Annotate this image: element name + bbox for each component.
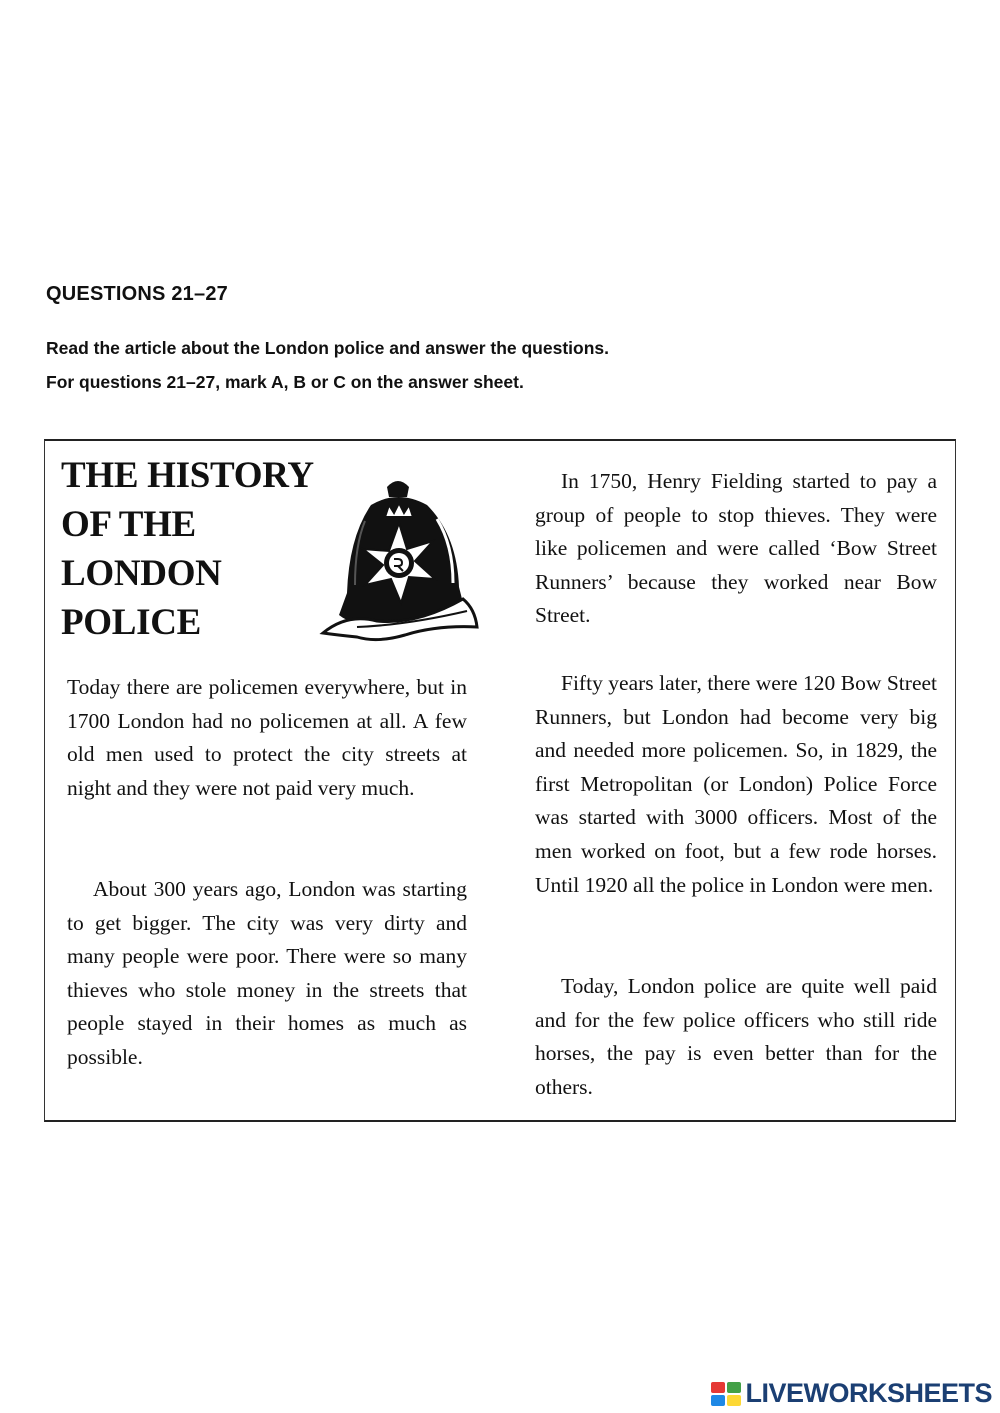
headline-line: POLICE	[61, 602, 202, 643]
article-paragraph-4: Fifty years later, there were 120 Bow Street Runners, but London had become very big and needed more policemen. So, in 1829, the first Metropolitan (or London) Police Force was started with 3000 officers. Most of the men worked on foot, but a few rode horses. Until 1920 all the police in London were men.	[535, 671, 937, 897]
article-paragraph-2: About 300 years ago, London was starting to get bigger. The city was very dirty and many people were poor. There were so many thieves who stole money in the streets that people stayed in their homes as much as possible.	[67, 877, 467, 1069]
police-helmet-icon	[317, 475, 479, 645]
instruction-line-1: Read the article about the London police and answer the questions.	[46, 338, 609, 358]
headline-line: THE HISTORY	[61, 455, 314, 496]
article-paragraph-5: Today, London police are quite well paid and for the few police officers who still ride horses, the pay is even better than for the others.	[535, 974, 937, 1099]
headline-line: LONDON	[61, 553, 222, 594]
article-box	[44, 439, 956, 1122]
brand-name: LIVEWORKSHEETS	[745, 1378, 992, 1408]
article-paragraph-1: Today there are policemen everywhere, but in 1700 London had no policemen at all. A few old men used to protect the city streets at night and they were not paid very much.	[67, 675, 467, 800]
headline-line: OF THE	[61, 504, 196, 545]
article-paragraph-3: In 1750, Henry Fielding started to pay a group of people to stop thieves. They were like policemen and were called ‘Bow Street Runners’ because they worked near Bow Street.	[535, 469, 937, 628]
brand-logo-icon	[711, 1382, 741, 1406]
liveworksheets-brand[interactable]	[711, 1378, 992, 1409]
instruction-line-2: For questions 21–27, mark A, B or C on the answer sheet.	[46, 372, 524, 392]
section-title: QUESTIONS 21–27	[46, 283, 228, 305]
article-headline	[61, 451, 361, 647]
